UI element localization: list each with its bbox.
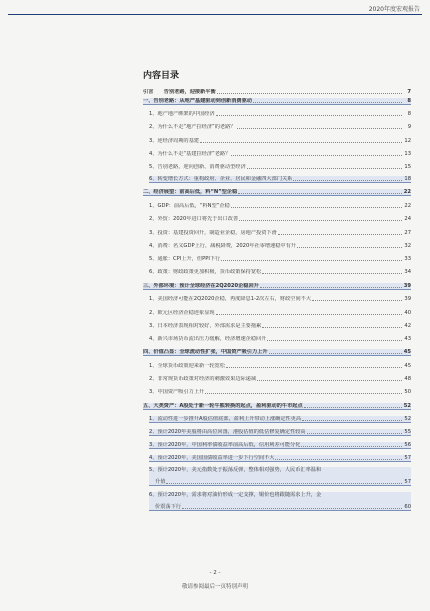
toc-page-number: 9 [407,124,411,130]
toc-page-number: 13 [404,151,411,157]
toc-subsection-entry[interactable] [149,243,411,249]
toc-entry-title: 四、价值凸显：全球流动性扩张，中国资产吸引力上升 [143,349,268,355]
toc-page-number: 52 [403,403,411,409]
toc-subsection-entry[interactable] [149,176,411,183]
toc-subsection-entry[interactable] [149,429,411,436]
toc-leader-dots [217,93,402,94]
toc-entry-title: 2、非常规货币政策对经济的刺激效果边际递减 [149,376,257,382]
toc-entry-title: 1、地产地产绑架的中国经济 [149,111,215,117]
toc-leader-dots [182,508,402,509]
toc-page-number: 12 [404,138,411,144]
toc-entry-title: 4、新兴市场货币流出压力缓解，经济增速企稳回升 [149,336,267,342]
toc-page-number: 39 [404,296,411,302]
toc-entry-title: 6、政策：财政政策更加积极，货币政策保持宽松 [149,269,262,275]
toc-page-number: 42 [404,323,411,329]
toc-entry-title: 引言 告别老路，迎接新平衡 [143,89,216,95]
toc-page-number: 45 [404,363,411,369]
report-header-title: 2020年度宏观报告 [368,6,420,13]
toc-leader-dots [237,128,403,129]
toc-entry-title: 3、预计2020年，中国利率债收益率前高后低，信用利差可能分化 [149,442,301,448]
toc-leader-dots [166,483,402,484]
toc-entry-title: 2、外贸：2020年进口将先于出口改善 [149,216,239,222]
toc-entry-title: 4、为什么不走“基建拉经济”老路？ [149,151,231,157]
toc-page-number: 34 [404,269,411,275]
toc-page-number: 24 [404,216,411,222]
toc-subsection-entry[interactable] [149,376,411,382]
toc-subsection-entry[interactable] [149,467,411,486]
toc-leader-dots [293,180,402,181]
toc-leader-dots [262,327,402,328]
toc-entry-title: 一、告别老路：从地产基建驱动到创新消费驱动 [143,98,252,104]
toc-page-number: 22 [404,203,411,209]
toc-entry-title: 1、全球货币政策迎来新一轮宽松 [149,363,225,369]
toc-leader-dots [257,380,402,381]
toc-subsection-entry[interactable] [149,151,411,157]
toc-entry-title: 三、外部环境：预计全球经济在2Q2020企稳回升 [143,283,259,289]
toc-leader-dots [307,433,402,434]
toc-entry-title: 5、告别老路，迎向创新、消费驱动型经济 [149,164,246,170]
toc-subsection-entry[interactable] [149,124,411,130]
toc-entry-title: 2、欧元区经济企稳迹象显现 [149,310,215,316]
toc-page-number: 40 [404,310,411,316]
page-number: - 2 - [209,570,221,576]
toc-subsection-entry[interactable] [149,416,411,423]
toc-subsection-entry[interactable] [149,138,411,144]
toc-leader-dots [312,300,402,301]
toc-section-entry[interactable] [143,98,411,105]
toc-entry-title: 4、消费：名义GDP上行，减税降费，2020年社零增速稳中有升 [149,243,296,249]
toc-leader-dots [200,142,402,143]
toc-subsection-entry[interactable] [149,111,411,117]
toc-entry-title-continued: 升值 [155,479,166,485]
toc-leader-dots [205,393,402,394]
toc-entry-title: 3、逆经济周期的基建 [149,138,199,144]
toc-entry-title: 五、大类资产：A股处于新一轮牛熊转换的起点，盈利驱动的牛市起点 [143,403,303,409]
toc-leader-dots [297,247,402,248]
toc-subsection-entry[interactable] [149,389,411,395]
toc-entry-title: 1、美国经济可能在2Q2020企稳，再度降息1-2次左右，财政空间不大 [149,296,312,302]
toc-leader-dots [239,220,402,221]
toc-page-number: 55 [404,429,411,435]
toc-subsection-entry[interactable] [149,455,411,462]
toc-leader-dots [231,207,402,208]
toc-page-number: 39 [403,283,411,289]
toc-leader-dots [226,367,402,368]
toc-subsection-entry[interactable] [149,164,411,170]
toc-leader-dots [216,115,402,116]
toc-leader-dots [221,260,402,261]
toc-page-number: 52 [404,416,411,422]
toc-page-number: 18 [404,176,411,182]
toc-subsection-entry[interactable] [149,310,411,316]
toc-section-entry[interactable] [143,349,411,356]
toc-leader-dots [238,193,402,194]
toc-entry-title: 二、经济展望：前高后低，料“N”型企稳 [143,189,238,195]
toc-subsection-entry[interactable] [149,323,411,329]
toc-page-number: 32 [404,243,411,249]
toc-entry-title: 2、为什么不走“地产拉经济”的老路？ [149,124,236,130]
toc-page-number: 15 [404,164,411,170]
footer-disclaimer: 敬请参阅最后一页特别声明 [181,584,248,590]
toc-page-number: 27 [404,230,411,236]
toc-page-number: 57 [404,455,411,461]
toc-entry-title: 6、预计2020年，需求将对油价形成一定支撑，铜价也将跟随需求上升，金 [149,492,322,498]
toc-entry-title: 6、转变增长方式：重构政府、企业、居民和金融四大部门关系 [149,176,293,182]
toc-leader-dots [275,459,402,460]
toc-entry-title: 3、日本经济表现相对较好，外部需求是主要拖累 [149,323,262,329]
toc-section-entry[interactable] [143,189,411,196]
toc-page-number: 60 [404,504,411,510]
toc-subsection-entry[interactable] [149,269,411,275]
toc-entry-title: 3、中国资产吸引力上升 [149,389,205,395]
toc-leader-dots [278,234,402,235]
toc-section-entry[interactable] [143,403,411,410]
toc-entry-title: 4、预计2020年，美国国债收益率进一步下行空间不大 [149,455,275,461]
toc-subsection-entry[interactable] [149,216,411,222]
toc-subsection-entry[interactable] [149,256,411,262]
toc-subsection-entry[interactable] [149,336,411,342]
toc-section-entry[interactable] [143,89,411,95]
toc-page-number: 50 [404,389,411,395]
toc-page-number: 56 [404,442,411,448]
toc-leader-dots [262,273,402,274]
toc-subsection-entry[interactable] [149,442,411,449]
toc-entry-title: 3、投资：基建投资回升，制造业企稳，房地产投资下滑 [149,230,277,236]
toc-subsection-entry[interactable] [149,203,411,209]
toc-page-number: 45 [403,349,411,355]
toc-leader-dots [216,314,402,315]
toc-page-number: 22 [403,189,411,195]
toc-leader-dots [247,168,402,169]
toc-entry-title: 1、GDP：前高后低，“料N型”企稳 [149,203,230,209]
toc-title: 内容目录 [143,71,180,81]
toc-subsection-entry[interactable] [149,492,411,511]
toc-leader-dots [267,340,402,341]
toc-leader-dots [301,446,402,447]
toc-leader-dots [302,420,402,421]
toc-entry-title-continued: 价震荡下行 [155,504,181,510]
toc-section-entry[interactable] [143,283,411,290]
toc-subsection-entry[interactable] [149,363,411,369]
toc-leader-dots [304,407,402,408]
toc-leader-dots [260,287,402,288]
toc-page-number: 8 [407,98,411,104]
toc-page-number: 8 [407,111,411,117]
toc-subsection-entry[interactable] [149,296,411,302]
toc-page-number: 33 [404,256,411,262]
toc-page-number: 43 [404,336,411,342]
toc-entry-title: 5、通胀：CPI上升，但PPI下行 [149,256,221,262]
toc-leader-dots [269,353,402,354]
toc-leader-dots [231,155,402,156]
toc-page-number: 48 [404,376,411,382]
toc-subsection-entry[interactable] [149,230,411,236]
toc-entry-title: 2、预计2020年美股将由高位回落，港股估值的低估修复确定性较高 [149,429,306,435]
toc-entry-title: 1、流动性进一步推升A股估值底部，盈利上升带动上涨确定性更高 [149,416,302,422]
toc-page-number: 7 [407,89,411,95]
toc-entry-title: 5、预计2020年，美元指数处于振荡反弹，整体相对强势，人民币汇率温和 [149,467,322,473]
toc-page-number: 57 [404,479,411,485]
toc-leader-dots [253,102,402,103]
